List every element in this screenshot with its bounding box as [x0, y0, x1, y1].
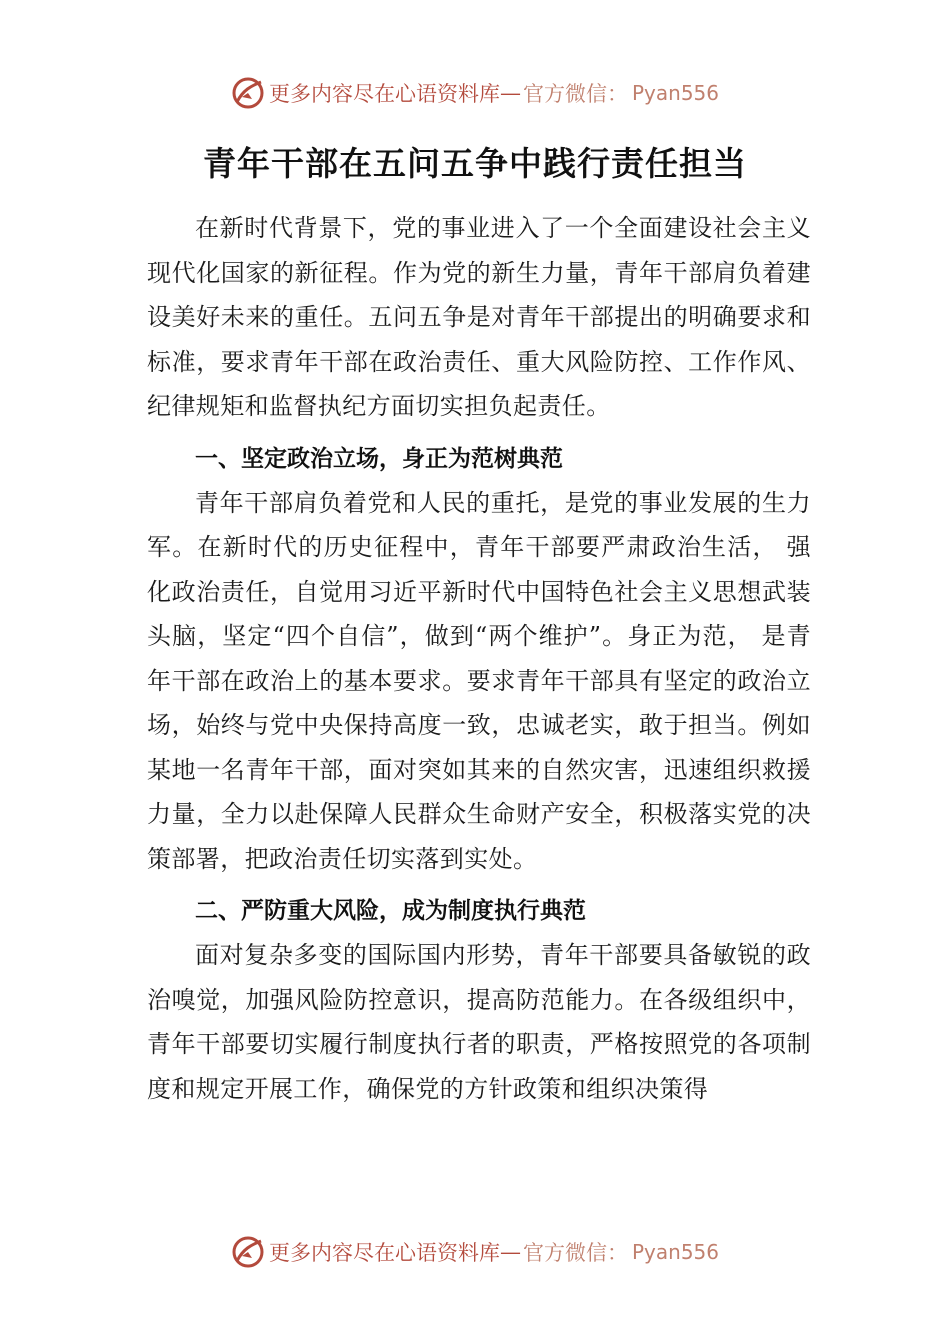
brand-name: 更多内容尽在心语资料库 [268, 1241, 500, 1265]
section-heading-1: 一、坚定政治立场，身正为范树典范 [195, 445, 563, 472]
document-title: 青年干部在五问五争中践行责任担当 [203, 144, 747, 183]
wechat-label: 官方微信： [522, 1241, 628, 1265]
wechat-id: Pyan556 [631, 1240, 719, 1264]
section-body-1: 青年干部肩负着党和人民的重托，是党的事业发展的生力军。在新时代的历史征程中，青年干部要严肃政治生活， 强化政治责任，自觉用习近平新时代中国特色社会主义思想武装头脑，坚定“四个自信”，做到“两个维护”。身正为范， 是青年干部在政治上的基本要求。要求青年干部具有坚定的政治立场，始终与党中央保持高度一致，忠诚老实，敢于担当。例如某地一名青年干部，面对突如其来的自然灾害，迅速组织救援力量，全力以赴保障人民群众生命财产安全，积极落实党的决策部署，把政治责任切实落到实处。 [147, 488, 811, 873]
brand-name: 更多内容尽在心语资料库 [268, 82, 500, 106]
banner-separator: — [499, 1240, 521, 1264]
section-body-2: 面对复杂多变的国际国内形势，青年干部要具备敏锐的政治嗅觉，加强风险防控意识，提高防范能力。在各级组织中，青年干部要切实履行制度执行者的职责，严格按照党的各项制度和规定开展工作，确保党的方针政策和组织决策得 [147, 941, 811, 1103]
intro-paragraph: 在新时代背景下，党的事业进入了一个全面建设社会主义现代化国家的新征程。作为党的新生力量，青年干部肩负着建设美好未来的重任。五问五争是对青年干部提出的明确要求和标准，要求青年干部在政治责任、重大风险防控、工作作风、纪律规矩和监督执纪方面切实担负起责任。 [147, 214, 811, 420]
document-body [147, 206, 811, 1111]
wechat-id: Pyan556 [631, 81, 719, 105]
section-heading-2: 二、严防重大风险，成为制度执行典范 [195, 898, 586, 924]
wechat-label: 官方微信： [522, 82, 628, 106]
logo-icon [231, 1235, 265, 1269]
footer-watermark-banner [0, 1230, 950, 1274]
logo-icon [231, 76, 265, 110]
header-watermark-banner [0, 71, 950, 115]
banner-separator: — [499, 81, 521, 105]
